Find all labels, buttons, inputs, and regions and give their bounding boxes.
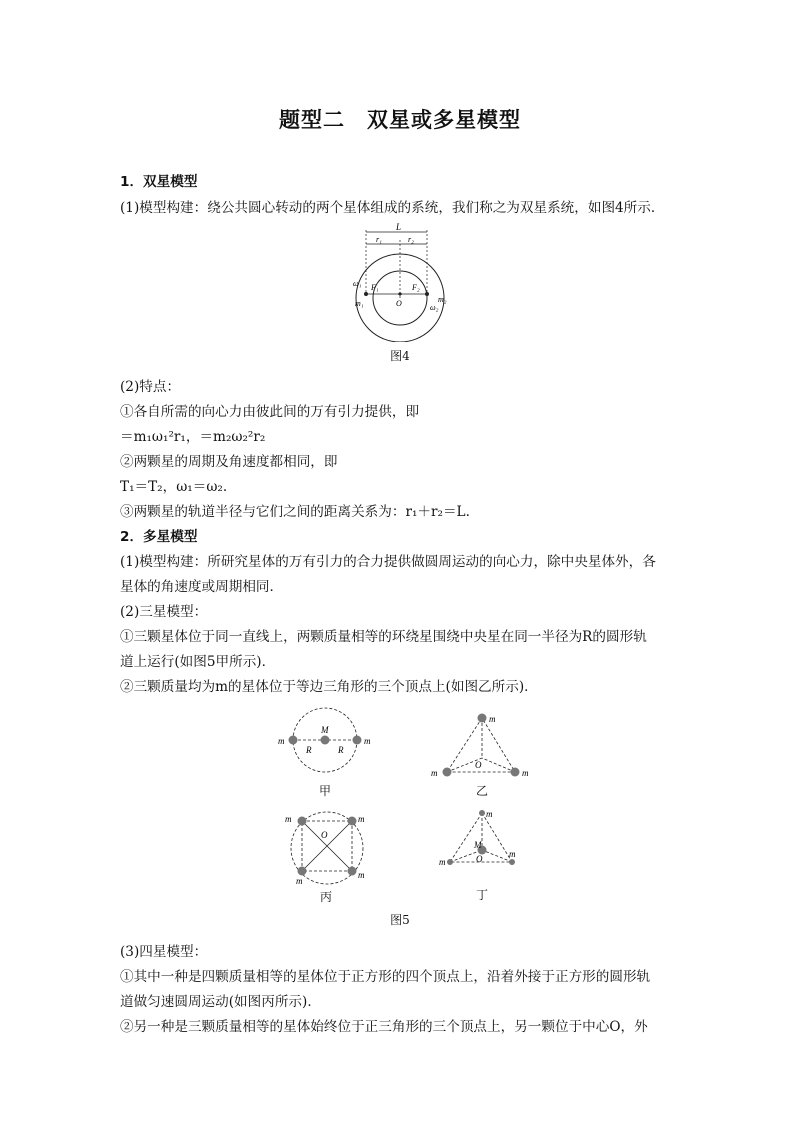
center-o: [398, 292, 401, 295]
svg-text:M: M: [321, 725, 329, 735]
svg-text:m: m: [285, 814, 292, 824]
label-L: L: [396, 222, 402, 232]
svg-text:m: m: [358, 870, 365, 880]
label-w1: ω₁: [353, 279, 362, 288]
figure-5-caption: 图5: [390, 913, 410, 927]
figure-4-caption: 图4: [390, 349, 410, 363]
star-m-left: [289, 736, 298, 745]
svg-text:m: m: [358, 814, 365, 824]
svg-text:m: m: [489, 714, 496, 724]
svg-text:m: m: [439, 857, 446, 867]
text-line: ①其中一种是四颗质量相等的星体位于正方形的四个顶点上，沿着外接于正方形的圆形轨: [120, 969, 651, 985]
svg-text:m: m: [486, 809, 493, 819]
text-line: (3)四星模型：: [120, 944, 208, 960]
svg-text:R: R: [338, 745, 344, 755]
figure-bing-label: 丙: [319, 890, 332, 904]
svg-text:m: m: [364, 736, 371, 746]
star-m2: [425, 292, 429, 296]
figure-ding-label: 丁: [475, 888, 488, 902]
figure-5-jia-diagram: [270, 700, 380, 780]
text-line: (2)特点：: [120, 379, 181, 395]
svg-text:R: R: [306, 745, 312, 755]
section-heading-binary: 1．双星模型: [120, 174, 198, 190]
text-line: 道上运行(如图5甲所示)．: [120, 654, 276, 670]
text-line: ③两颗星的轨道半径与它们之间的距离关系为：r₁＋r₂＝L.: [120, 504, 470, 520]
figure-yi-label: 乙: [475, 784, 488, 798]
formula-line: ＝m₁ω₁²r₁，＝m₂ω₂²r₂: [120, 429, 266, 445]
svg-text:m: m: [431, 768, 438, 778]
label-r2: r₂: [408, 235, 414, 244]
text-line: ②另一种是三颗质量相等的星体始终位于正三角形的三个顶点上，另一颗位于中心O，外: [120, 1019, 648, 1035]
figure-4-binary-star-diagram: [345, 222, 460, 342]
svg-text:m: m: [509, 849, 516, 859]
text-line: ①三颗星体位于同一直线上，两颗质量相等的环绕星围绕中央星在同一半径为R的圆形轨: [120, 629, 647, 645]
section-heading-multi: 2．多星模型: [120, 529, 198, 545]
svg-text:O: O: [321, 830, 328, 840]
label-w2: ω₂: [430, 303, 439, 312]
formula-line: T₁＝T₂，ω₁＝ω₂.: [120, 479, 228, 495]
star-m1: [364, 292, 368, 296]
svg-text:M: M: [474, 840, 482, 850]
star-m-right: [353, 736, 362, 745]
svg-text:O: O: [475, 760, 482, 770]
svg-text:m: m: [522, 768, 529, 778]
text-line: (2)三星模型：: [120, 604, 208, 620]
text-line: ①各自所需的向心力由彼此间的万有引力提供，即: [120, 404, 420, 420]
figure-5-yi-diagram: [425, 710, 545, 780]
text-line: ②两颗星的周期及角速度都相同，即: [120, 454, 338, 470]
svg-text:m: m: [278, 736, 285, 746]
label-F1: F₁: [371, 283, 379, 292]
svg-text:m: m: [296, 876, 303, 886]
text-line: 道做匀速圆周运动(如图丙所示)．: [120, 994, 321, 1010]
label-m1: m₁: [355, 299, 364, 308]
svg-text:O: O: [476, 854, 483, 864]
text-line: 星体的角速度或周期相同．: [120, 579, 284, 595]
figure-5-bing-diagram: [280, 808, 380, 888]
page-title: 题型二 双星或多星模型: [279, 108, 521, 132]
star-M-center: [321, 736, 330, 745]
text-line: ②三颗质量均为m的星体位于等边三角形的三个顶点上(如图乙所示)．: [120, 679, 538, 695]
label-F2: F₂: [412, 283, 420, 292]
label-m2: m₂: [438, 295, 447, 304]
text-line: (1)模型构建：所研究星体的万有引力的合力提供做圆周运动的向心力，除中央星体外，各: [120, 554, 656, 570]
label-O: O: [396, 299, 402, 308]
figure-5-ding-diagram: [430, 805, 530, 875]
text-line: (1)模型构建：绕公共圆心转动的两个星体组成的系统，我们称之为双星系统，如图4所示．: [120, 200, 665, 216]
label-r1: r₁: [376, 235, 382, 244]
figure-jia-label: 甲: [318, 784, 331, 798]
